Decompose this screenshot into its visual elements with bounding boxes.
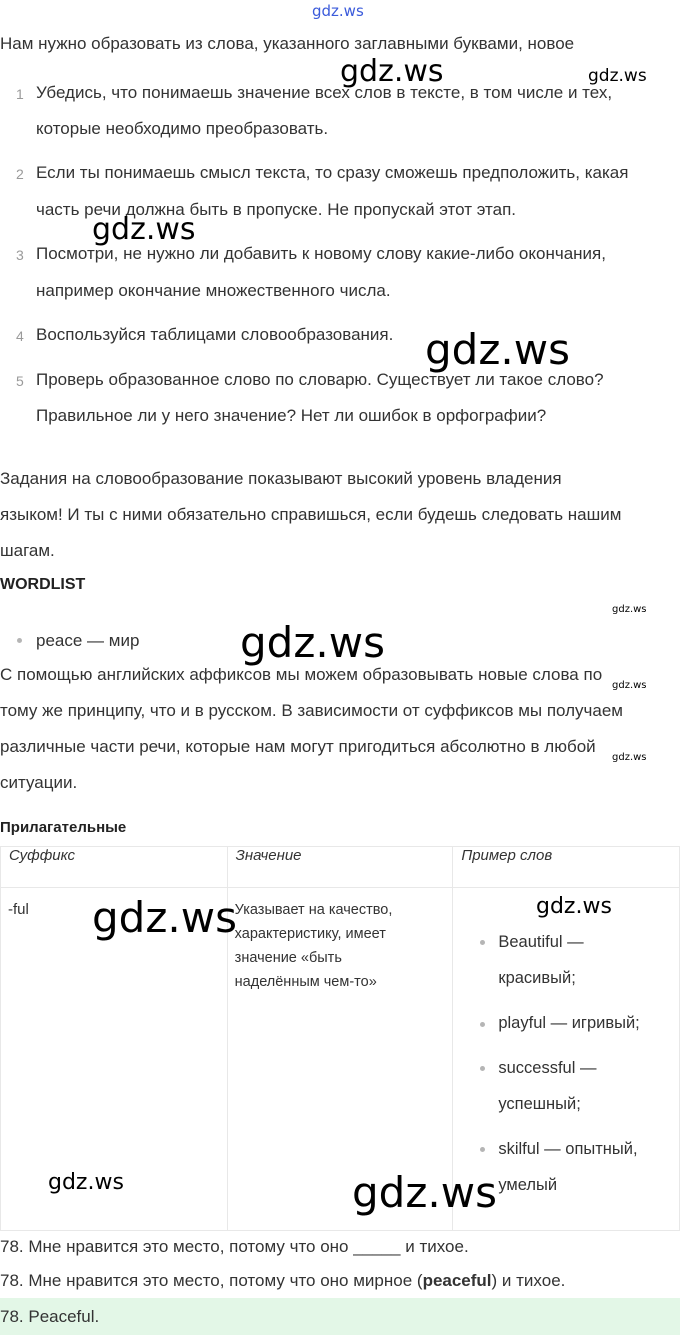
- meaning-line: Указывает на качество,: [234, 902, 393, 918]
- watermark: gdz.ws: [240, 618, 385, 667]
- intro-text: Нам нужно образовать из слова, указанного заглавными буквами, новое: [0, 34, 575, 53]
- column-header: Значение: [227, 847, 453, 888]
- example-word: красивый;: [498, 969, 576, 987]
- table-header-row: [1, 847, 680, 888]
- example-word: skilful — опытный,: [498, 1140, 638, 1158]
- answer-text: 78. Мне нравится это место, потому что оно мирное (: [0, 1271, 423, 1290]
- example-word: Beautiful —: [498, 933, 584, 951]
- suffix-value: -ful: [8, 901, 29, 918]
- step-number: 4: [16, 328, 24, 344]
- watermark: gdz.ws: [536, 894, 612, 919]
- bullet-dot: [480, 1147, 485, 1152]
- watermark: gdz.ws: [612, 752, 647, 763]
- step-text: часть речи должна быть в пропуске. Не пропускай этот этап.: [36, 200, 517, 219]
- paragraph-line: шагам.: [0, 541, 55, 560]
- wordlist-item: peace — мир: [36, 631, 140, 650]
- step-text: Убедись, что понимаешь значение всех слов в тексте, в том числе и тех,: [36, 83, 613, 102]
- watermark: gdz.ws: [340, 54, 444, 89]
- example-word: successful —: [498, 1059, 597, 1077]
- example-word: умелый: [498, 1176, 558, 1194]
- watermark: gdz.ws: [352, 1168, 497, 1217]
- step-text: Воспользуйся таблицами словообразования.: [36, 325, 394, 344]
- example-word: playful — игривый;: [498, 1014, 640, 1032]
- step-text: Посмотри, не нужно ли добавить к новому слову какие-либо окончания,: [36, 244, 606, 263]
- step-number: 3: [16, 247, 24, 263]
- paragraph-line: тому же принципу, что и в русском. В зависимости от суффиксов мы получаем: [0, 701, 623, 720]
- watermark: gdz.ws: [48, 1170, 124, 1195]
- watermark: gdz.ws: [92, 893, 237, 942]
- step-text: которые необходимо преобразовать.: [36, 119, 329, 138]
- step-text: например окончание множественного числа.: [36, 281, 391, 300]
- adjectives-heading: Прилагательные: [0, 819, 127, 836]
- step-text: Если ты понимаешь смысл текста, то сразу сможешь предположить, какая: [36, 163, 629, 182]
- watermark: gdz.ws: [425, 325, 570, 374]
- answer-text: ) и тихое.: [491, 1271, 566, 1290]
- task-sentence: 78. Мне нравится это место, потому что оно _____ и тихое.: [0, 1237, 469, 1256]
- meaning-line: наделённым чем-то»: [234, 974, 377, 990]
- paragraph-line: С помощью английских аффиксов мы можем образовывать новые слова по: [0, 665, 603, 684]
- step-number: 5: [16, 373, 24, 389]
- final-answer-box: [0, 1298, 680, 1335]
- meaning-line: характеристику, имеет: [234, 926, 386, 942]
- final-answer: 78. Peaceful.: [0, 1307, 100, 1326]
- paragraph-line: языком! И ты с ними обязательно справишься, если будешь следовать нашим: [0, 505, 622, 524]
- bullet-dot: [480, 1022, 485, 1027]
- column-header: Суффикс: [1, 847, 228, 888]
- bullet-dot: [17, 638, 22, 643]
- step-number: 2: [16, 166, 24, 182]
- step-text: Проверь образованное слово по словарю. Существует ли такое слово?: [36, 370, 604, 389]
- meaning-line: значение «быть: [234, 950, 342, 966]
- answer-keyword: peaceful: [422, 1271, 492, 1290]
- column-header: Пример слов: [453, 847, 680, 888]
- step-number: 1: [16, 86, 24, 102]
- header-watermark: gdz.ws: [312, 2, 364, 20]
- watermark: gdz.ws: [92, 212, 196, 247]
- watermark: gdz.ws: [612, 604, 647, 615]
- step-text: Правильное ли у него значение? Нет ли ошибок в орфографии?: [36, 406, 547, 425]
- paragraph-line: ситуации.: [0, 773, 78, 792]
- answer-sentence: [0, 1271, 565, 1291]
- watermark: gdz.ws: [612, 680, 647, 691]
- example-word: успешный;: [498, 1095, 581, 1113]
- bullet-dot: [480, 940, 485, 945]
- bullet-dot: [480, 1066, 485, 1071]
- paragraph-line: различные части речи, которые нам могут пригодиться абсолютно в любой: [0, 737, 596, 756]
- paragraph-line: Задания на словообразование показывают высокий уровень владения: [0, 469, 562, 488]
- watermark: gdz.ws: [588, 66, 647, 86]
- wordlist-heading: WORDLIST: [0, 576, 86, 593]
